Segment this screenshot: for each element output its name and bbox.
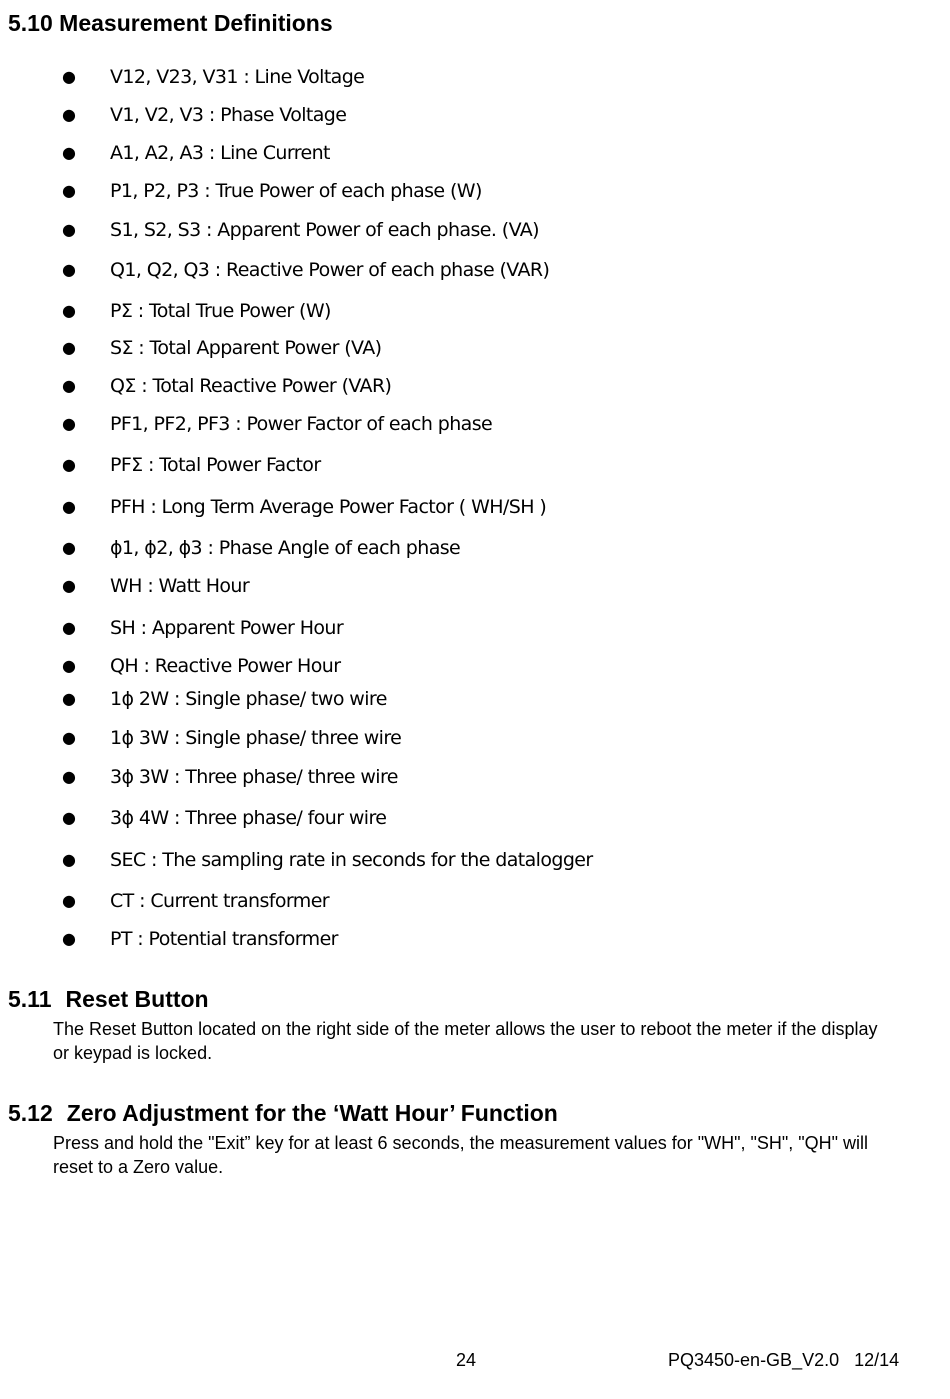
definition-text: CT : Current transformer — [110, 890, 329, 912]
section-5-12-body: Press and hold the "Exit” key for at least 6 seconds, the measurement values for "WH", "SH", "QH" will reset to a Zero value. — [53, 1133, 869, 1177]
section-5-11-body: The Reset Button located on the right side of the meter allows the user to reboot the meter if the display or keypad is locked. — [53, 1019, 878, 1063]
definition-text: A1, A2, A3 : Line Current — [110, 142, 330, 164]
bullet-icon: ● — [62, 656, 76, 675]
bullet-icon: ● — [62, 105, 76, 124]
list-item — [62, 257, 549, 283]
section-5-11-heading — [8, 985, 209, 1013]
bullet-icon: ● — [62, 689, 76, 708]
list-item — [62, 764, 398, 790]
section-5-12-heading — [8, 1099, 558, 1127]
list-item — [62, 535, 460, 561]
list-item — [62, 926, 338, 952]
list-item — [62, 847, 593, 873]
definition-text: QH : Reactive Power Hour — [110, 655, 341, 677]
definition-text: 1ϕ 3W : Single phase/ three wire — [110, 727, 402, 749]
bullet-icon: ● — [62, 67, 76, 86]
bullet-icon: ● — [62, 414, 76, 433]
definition-text: SEC : The sampling rate in seconds for the datalogger — [110, 849, 593, 871]
bullet-icon: ● — [62, 929, 76, 948]
list-item — [62, 615, 343, 641]
list-item — [62, 494, 546, 520]
list-item — [62, 102, 346, 128]
bullet-icon: ● — [62, 455, 76, 474]
definition-text: PΣ : Total True Power (W) — [110, 300, 331, 322]
bullet-icon: ● — [62, 808, 76, 827]
definition-text: P1, P2, P3 : True Power of each phase (W) — [110, 180, 482, 202]
list-item — [62, 64, 364, 90]
bullet-icon: ● — [62, 376, 76, 395]
definition-text: PT : Potential transformer — [110, 928, 338, 950]
section-title: Measurement Definitions — [59, 10, 333, 36]
list-item — [62, 888, 329, 914]
list-item — [62, 573, 249, 599]
definition-text: SH : Apparent Power Hour — [110, 617, 344, 639]
page-number: 24 — [456, 1350, 477, 1370]
definition-text: 1ϕ 2W : Single phase/ two wire — [110, 688, 387, 710]
list-item — [62, 411, 492, 437]
bullet-icon: ● — [62, 497, 76, 516]
bullet-icon: ● — [62, 181, 76, 200]
list-item — [62, 217, 539, 243]
section-number: 5.12 — [8, 1100, 53, 1126]
list-item — [62, 335, 381, 361]
bullet-icon: ● — [62, 143, 76, 162]
definition-text: WH : Watt Hour — [110, 575, 250, 597]
bullet-icon: ● — [62, 850, 76, 869]
definition-text: PF1, PF2, PF3 : Power Factor of each phase — [110, 413, 493, 435]
definition-text: V12, V23, V31 : Line Voltage — [110, 66, 365, 88]
definition-text: 3ϕ 3W : Three phase/ three wire — [110, 766, 398, 788]
section-5-10-heading — [8, 9, 333, 37]
bullet-icon: ● — [62, 220, 76, 239]
list-item — [62, 298, 331, 324]
bullet-icon: ● — [62, 576, 76, 595]
section-title: Zero Adjustment for the ‘Watt Hour’ Function — [66, 1100, 558, 1126]
bullet-icon: ● — [62, 338, 76, 357]
list-item — [62, 373, 391, 399]
definition-text: PFΣ : Total Power Factor — [110, 454, 321, 476]
bullet-icon: ● — [62, 301, 76, 320]
definition-text: PFH : Long Term Average Power Factor ( WH/SH ) — [110, 496, 547, 518]
definition-text: 3ϕ 4W : Three phase/ four wire — [110, 807, 387, 829]
definition-text: ϕ1, ϕ2, ϕ3 : Phase Angle of each phase — [110, 537, 461, 559]
list-item — [62, 178, 482, 204]
definition-text: SΣ : Total Apparent Power (VA) — [110, 337, 382, 359]
bullet-icon: ● — [62, 618, 76, 637]
list-item — [62, 686, 387, 712]
definition-text: V1, V2, V3 : Phase Voltage — [110, 104, 347, 126]
list-item — [62, 725, 401, 751]
definition-text: S1, S2, S3 : Apparent Power of each phase. (VA) — [110, 219, 539, 241]
section-title: Reset Button — [65, 986, 209, 1012]
list-item — [62, 653, 340, 679]
list-item — [62, 805, 386, 831]
bullet-icon: ● — [62, 891, 76, 910]
list-item — [62, 140, 330, 166]
list-item — [62, 452, 321, 478]
definition-text: Q1, Q2, Q3 : Reactive Power of each phase (VAR) — [110, 259, 550, 281]
bullet-icon: ● — [62, 260, 76, 279]
bullet-icon: ● — [62, 538, 76, 557]
bullet-icon: ● — [62, 767, 76, 786]
section-number: 5.11 — [8, 986, 52, 1012]
bullet-icon: ● — [62, 728, 76, 747]
section-number: 5.10 — [8, 10, 53, 36]
definition-text: QΣ : Total Reactive Power (VAR) — [110, 375, 392, 397]
document-id: PQ3450-en-GB_V2.0 12/14 — [668, 1350, 900, 1370]
